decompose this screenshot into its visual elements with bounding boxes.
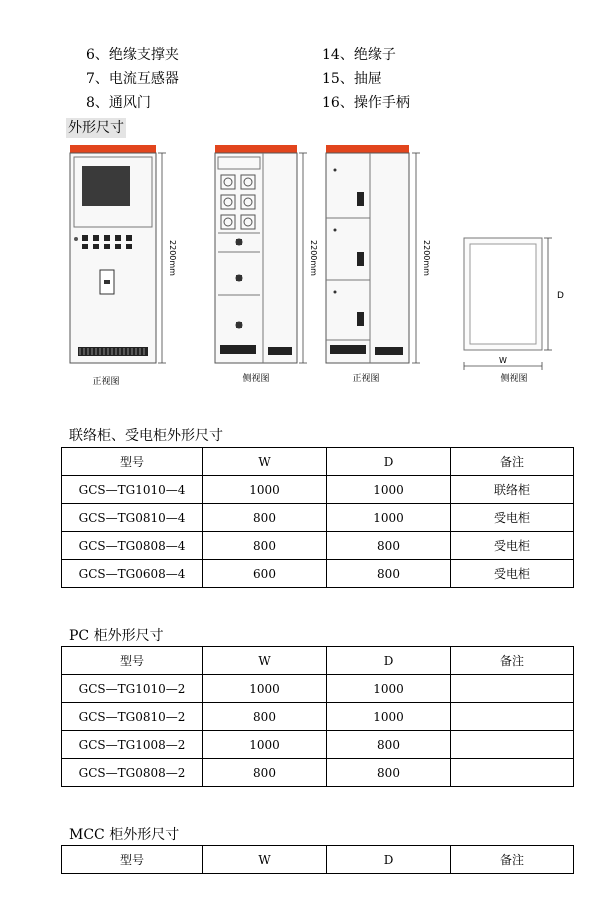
parts-item: 6、绝缘支撑夹 [86,47,179,63]
dimensions-table-mcc [61,845,574,874]
table-cell: 受电柜 [451,560,574,588]
cabinet-drawings [60,140,590,390]
table-cell [451,759,574,787]
side-view-label-2: 侧视图 [500,374,528,384]
side-view-label: 侧视图 [242,374,270,384]
table-row [62,675,574,703]
table-title: PC 柜外形尺寸 [69,628,164,644]
front-view-cabinet-3 [326,145,431,384]
parts-item: 14、绝缘子 [322,47,396,63]
parts-list-row [86,44,546,68]
table-cell: GCS—TG0810—2 [62,703,203,731]
table-cell: 受电柜 [451,504,574,532]
table-cell: 800 [327,759,451,787]
table-header-cell: 型号 [62,647,203,675]
table-title: MCC 柜外形尺寸 [69,827,180,843]
table-cell: 1000 [327,476,451,504]
dimensions-table-tie-incoming [61,447,574,588]
table-header-cell: D [327,846,451,874]
parts-item: 8、通风门 [86,95,151,111]
table-cell: GCS—TG0810—4 [62,504,203,532]
table-cell: 1000 [203,675,327,703]
table-header-cell: W [203,448,327,476]
table-cell: GCS—TG1010—4 [62,476,203,504]
table-header-cell: 备注 [451,846,574,874]
table-header-cell: W [203,846,327,874]
table-header-cell: D [327,647,451,675]
table-cell: 800 [327,560,451,588]
table-cell: 1000 [327,504,451,532]
table-header-cell: 备注 [451,448,574,476]
parts-item: 15、抽屉 [322,71,382,87]
height-dimension-1: 2200mm [168,240,177,276]
table-row [62,703,574,731]
table-cell: GCS—TG1008—2 [62,731,203,759]
table-header-row [62,448,574,476]
table-cell: 800 [327,731,451,759]
table-header-cell: 型号 [62,448,203,476]
height-dimension-2: 2200mm [309,240,318,276]
table-header-cell: 备注 [451,647,574,675]
table-header-row [62,647,574,675]
table-cell: GCS—TG0608—4 [62,560,203,588]
parts-item: 16、操作手柄 [322,95,410,111]
cabinet-drawings-svg [60,140,590,390]
table-row [62,476,574,504]
table-cell: 1000 [203,476,327,504]
parts-item: 7、电流互感器 [86,71,179,87]
table-cell: 800 [203,532,327,560]
front-view-label: 正视图 [92,377,120,387]
height-dimension-3: 2200mm [422,240,431,276]
table-header-row [62,846,574,874]
table-cell: 600 [203,560,327,588]
table-row [62,560,574,588]
table-cell: 800 [203,504,327,532]
parts-list-row [86,68,546,92]
table-cell: 受电柜 [451,532,574,560]
table-cell [451,731,574,759]
parts-list [86,44,546,116]
table-row [62,532,574,560]
dimensions-table-pc [61,646,574,787]
table-cell: GCS—TG0808—2 [62,759,203,787]
side-view-cabinet-2 [215,145,318,384]
table-cell: 800 [327,532,451,560]
top-view-outline [464,238,564,384]
parts-list-row [86,92,546,116]
table-cell: 1000 [327,675,451,703]
table-row [62,504,574,532]
table-row [62,759,574,787]
width-dimension: W [499,356,507,365]
front-view-label-2: 正视图 [352,374,380,384]
depth-dimension: D [557,291,564,301]
table-cell [451,703,574,731]
table-cell [451,675,574,703]
table-header-cell: W [203,647,327,675]
table-header-cell: D [327,448,451,476]
table-title: 联络柜、受电柜外形尺寸 [69,428,223,444]
table-header-cell: 型号 [62,846,203,874]
table-cell: 1000 [327,703,451,731]
table-cell: 800 [203,703,327,731]
table-cell: 联络柜 [451,476,574,504]
table-cell: GCS—TG1010—2 [62,675,203,703]
table-cell: GCS—TG0808—4 [62,532,203,560]
front-view-cabinet-1 [70,145,177,387]
table-row [62,731,574,759]
table-cell: 800 [203,759,327,787]
dimensions-heading: 外形尺寸 [68,120,124,136]
table-cell: 1000 [203,731,327,759]
